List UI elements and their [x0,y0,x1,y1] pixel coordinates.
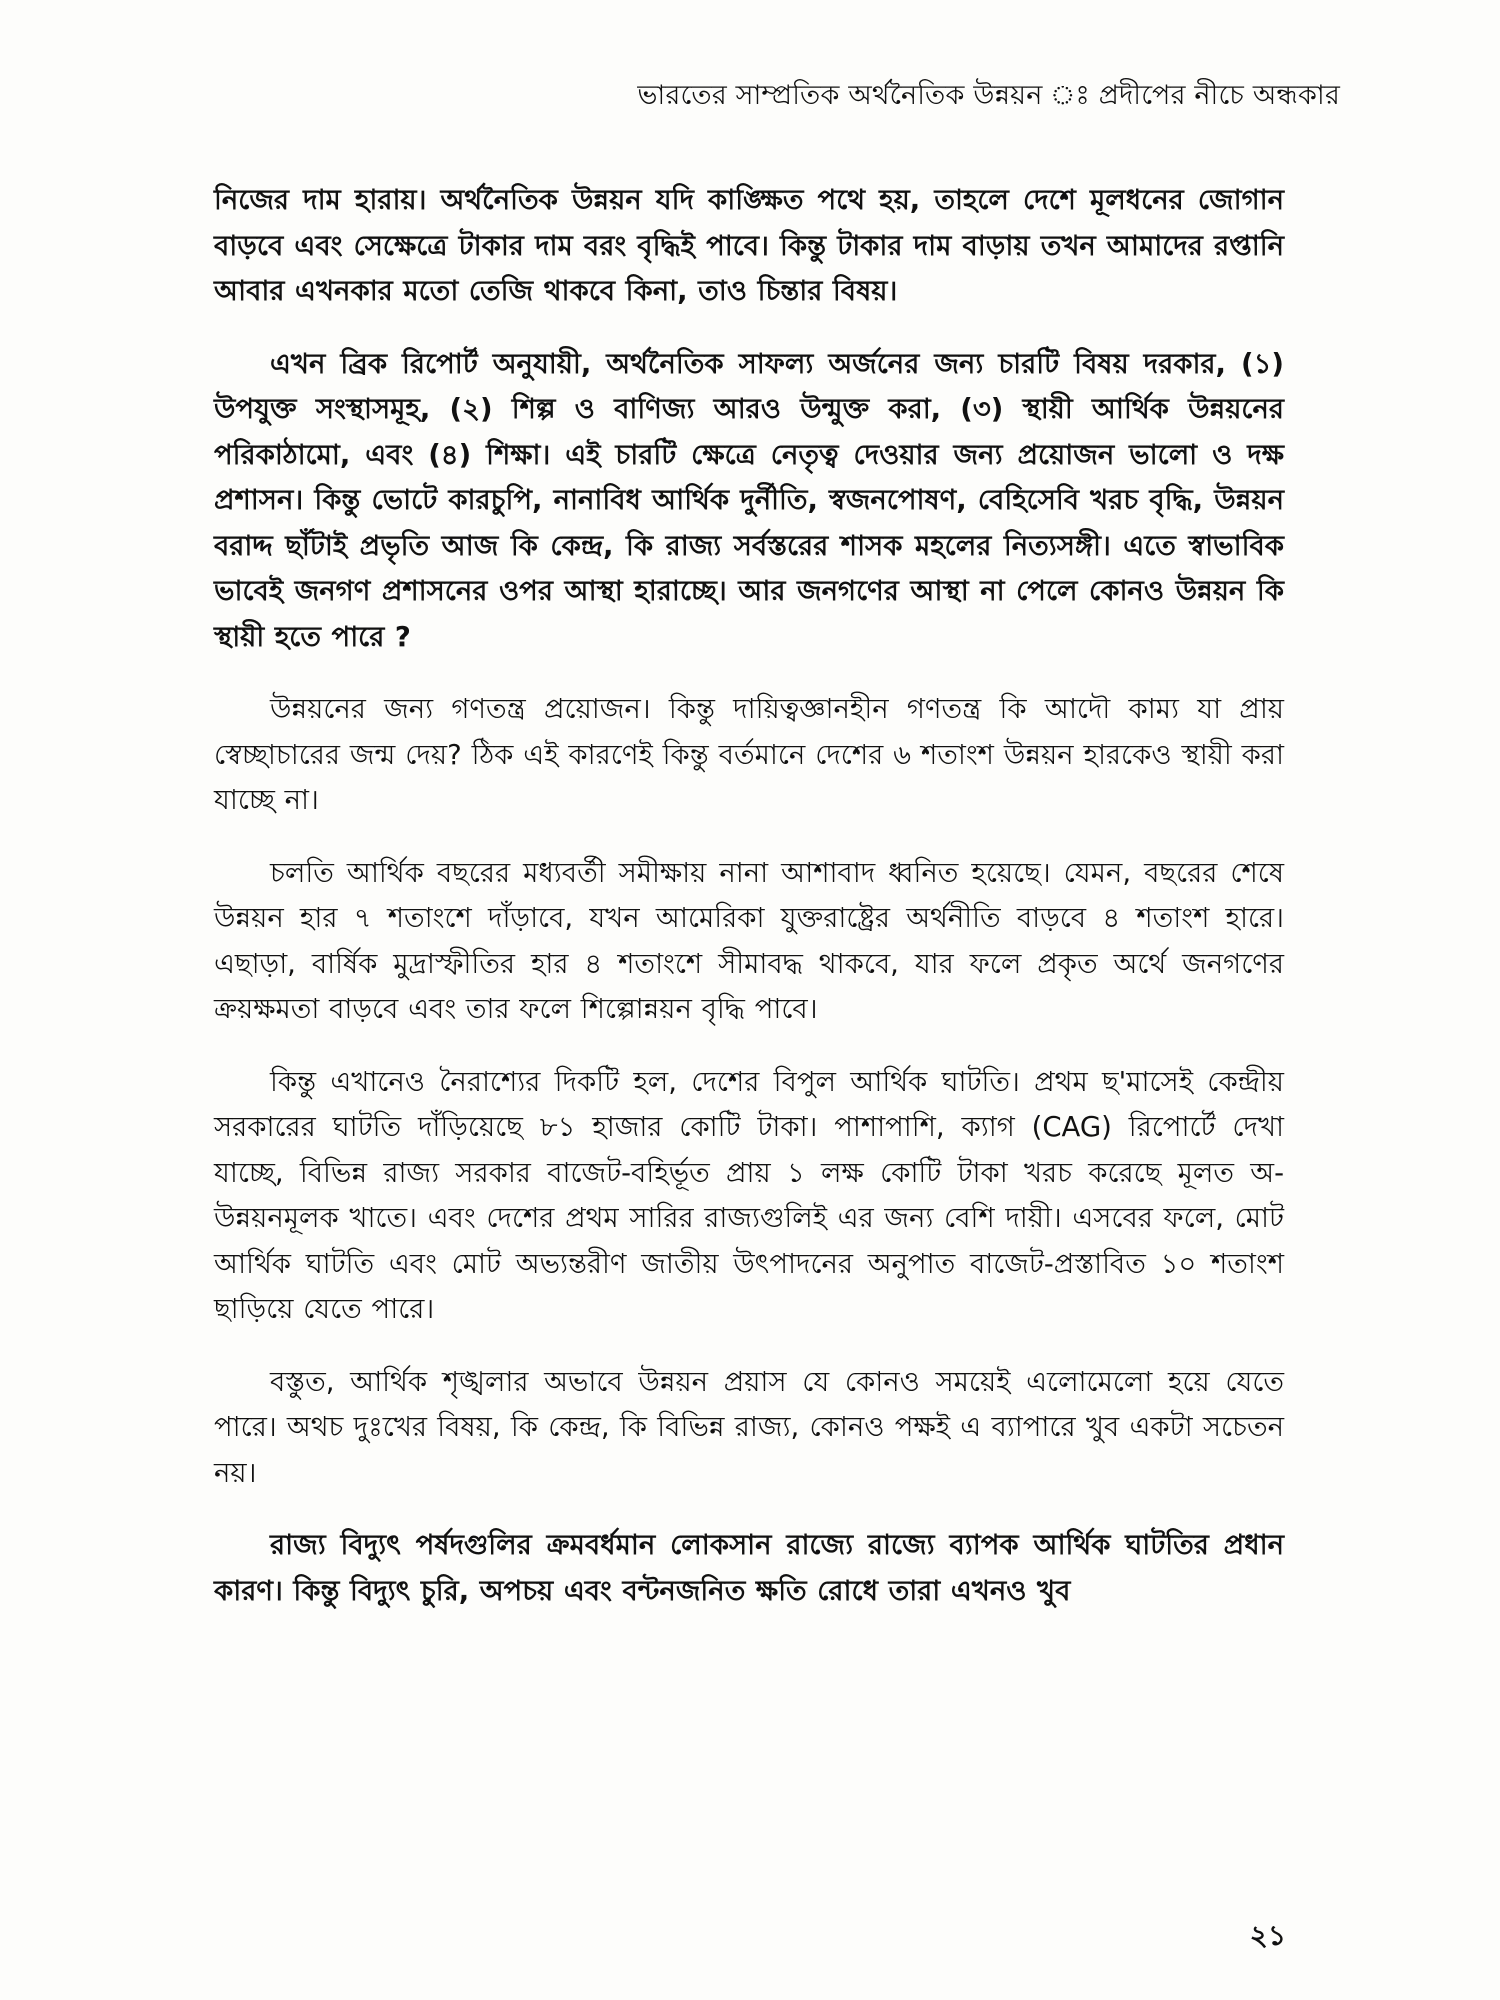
body-text [214,178,1284,1614]
paragraph-4: চলতি আর্থিক বছরের মধ্যবর্তী সমীক্ষায় নানা আশাবাদ ধ্বনিত হয়েছে। যেমন, বছরের শেষে উন্নয়ন হার ৭ শতাংশে দাঁড়াবে, যখন আমেরিকা যুক্তরাষ্ট্রের অর্থনীতি বাড়বে ৪ শতাংশ হারে। এছাড়া, বার্ষিক মুদ্রাস্ফীতির হার ৪ শতাংশে সীমাবদ্ধ থাকবে, যার ফলে প্রকৃত অর্থে জনগণের ক্রয়ক্ষমতা বাড়বে এবং তার ফলে শিল্পোন্নয়ন বৃদ্ধি পাবে। [214,856,1284,1025]
paragraph-6: বস্তুত, আর্থিক শৃঙ্খলার অভাবে উন্নয়ন প্রয়াস যে কোনও সময়েই এলোমেলো হয়ে যেতে পারে। অথচ দুঃখের বিষয়, কি কেন্দ্র, কি বিভিন্ন রাজ্য, কোনও পক্ষই এ ব্যাপারে খুব একটা সচেতন নয়। [214,1365,1284,1489]
page-number: ২১ [1249,1919,1286,1952]
paragraph-7: রাজ্য বিদ্যুৎ পর্ষদগুলির ক্রমবর্ধমান লোকসান রাজ্যে রাজ্যে ব্যাপক আর্থিক ঘাটতির প্রধান কারণ। কিন্তু বিদ্যুৎ চুরি, অপচয় এবং বন্টনজনিত ক্ষতি রোধে তারা এখনও খুব [214,1529,1284,1607]
paragraph-2: এখন ব্রিক রিপোর্ট অনুযায়ী, অর্থনৈতিক সাফল্য অর্জনের জন্য চারটি বিষয় দরকার, (১) উপযুক্ত সংস্থাসমূহ, (২) শিল্প ও বাণিজ্য আরও উন্মুক্ত করা, (৩) স্থায়ী আর্থিক উন্নয়নের পরিকাঠামো, এবং (৪) শিক্ষা। এই চারটি ক্ষেত্রে নেতৃত্ব দেওয়ার জন্য প্রয়োজন ভালো ও দক্ষ প্রশাসন। কিন্তু ভোটে কারচুপি, নানাবিধ আর্থিক দুর্নীতি, স্বজনপোষণ, বেহিসেবি খরচ বৃদ্ধি, উন্নয়ন বরাদ্দ ছাঁটাই প্রভৃতি আজ কি কেন্দ্র, কি রাজ্য সর্বস্তরের শাসক মহলের নিত্যসঙ্গী। এতে স্বাভাবিক ভাবেই জনগণ প্রশাসনের ওপর আস্থা হারাচ্ছে। আর জনগণের আস্থা না পেলে কোনও উন্নয়ন কি স্থায়ী হতে পারে ? [214,347,1284,653]
paragraph-3: উন্নয়নের জন্য গণতন্ত্র প্রয়োজন। কিন্তু দায়িত্বজ্ঞানহীন গণতন্ত্র কি আদৌ কাম্য যা প্রায় স্বেচ্ছাচারের জন্ম দেয়? ঠিক এই কারণেই কিন্তু বর্তমানে দেশের ৬ শতাংশ উন্নয়ন হারকেও স্থায়ী করা যাচ্ছে না। [214,693,1284,816]
paragraph-5: কিন্তু এখানেও নৈরাশ্যের দিকটি হল, দেশের বিপুল আর্থিক ঘাটতি। প্রথম ছ'মাসেই কেন্দ্রীয় সরকারের ঘাটতি দাঁড়িয়েছে ৮১ হাজার কোটি টাকা। পাশাপাশি, ক্যাগ (CAG) রিপোর্টে দেখা যাচ্ছে, বিভিন্ন রাজ্য সরকার বাজেট-বহির্ভূত প্রায় ১ লক্ষ কোটি টাকা খরচ করেছে মূলত অ-উন্নয়নমূলক খাতে। এবং দেশের প্রথম সারির রাজ্যগুলিই এর জন্য বেশি দায়ী। এসবের ফলে, মোট আর্থিক ঘাটতি এবং মোট অভ্যন্তরীণ জাতীয় উৎপাদনের অনুপাত বাজেট-প্রস্তাবিত ১০ শতাংশ ছাড়িয়ে যেতে পারে। [214,1065,1284,1325]
paragraph-1: নিজের দাম হারায়। অর্থনৈতিক উন্নয়ন যদি কাঙ্ক্ষিত পথে হয়, তাহলে দেশে মূলধনের জোগান বাড়বে এবং সেক্ষেত্রে টাকার দাম বরং বৃদ্ধিই পাবে। কিন্তু টাকার দাম বাড়ায় তখন আমাদের রপ্তানি আবার এখনকার মতো তেজি থাকবে কিনা, তাও চিন্তার বিষয়। [214,184,1284,307]
running-head: ভারতের সাম্প্রতিক অর্থনৈতিক উন্নয়ন ঃ প্রদীপের নীচে অন্ধকার [637,80,1340,111]
